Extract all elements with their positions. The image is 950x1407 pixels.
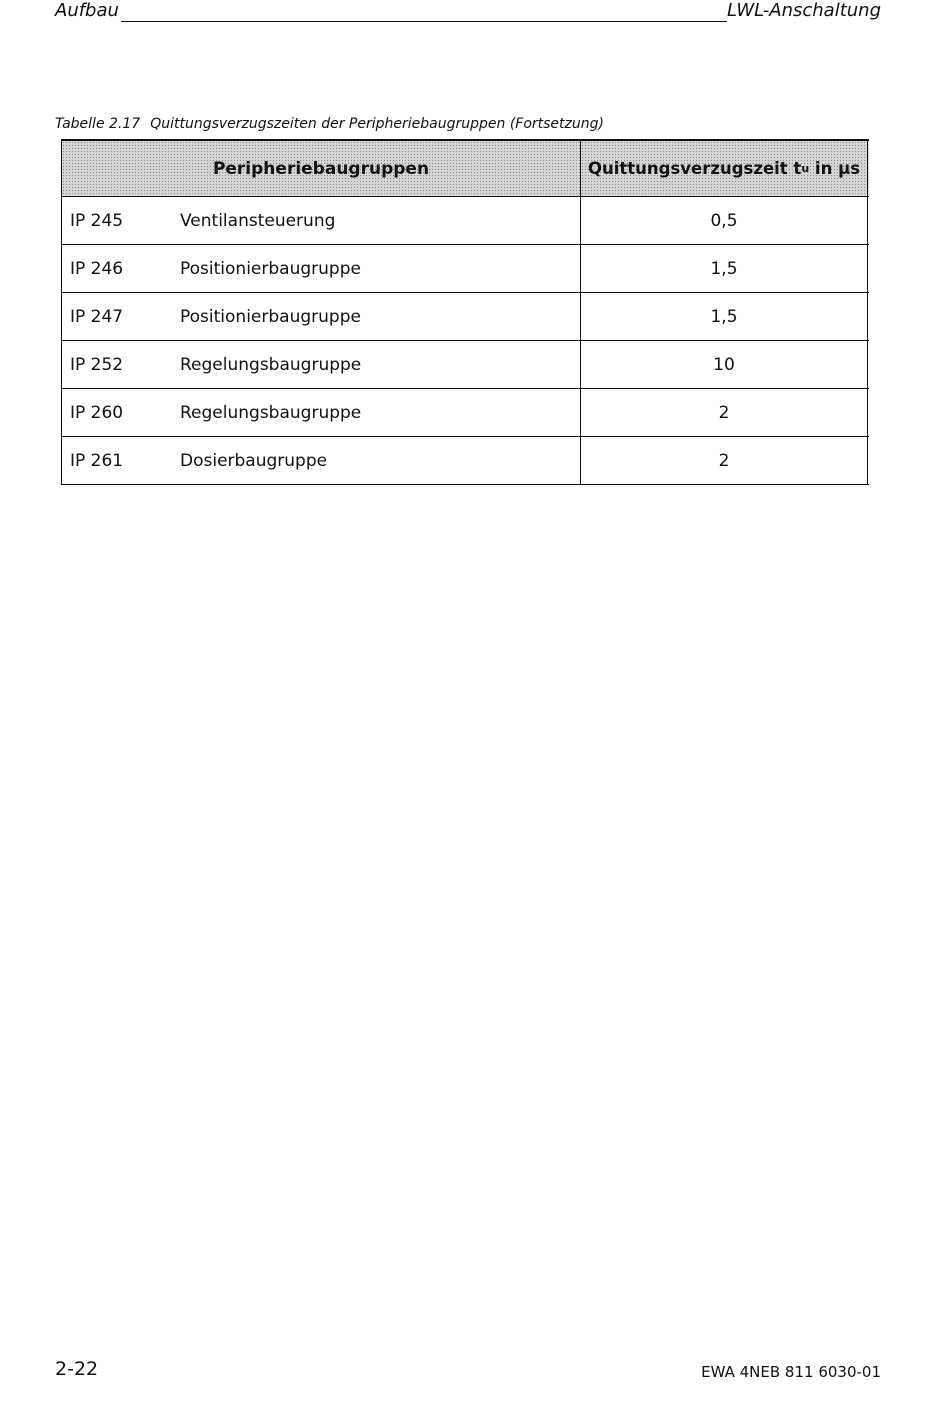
header-chapter-title: LWL-Anschaltung [723, 0, 881, 21]
delay-value: 0,5 [581, 197, 868, 244]
table-row [62, 197, 869, 245]
column-header-delay-subscript: u [801, 162, 810, 175]
module-cell [62, 245, 581, 292]
module-cell [62, 437, 581, 484]
column-header-delay-prefix: Quittungsverzugszeit t [587, 159, 802, 178]
table-caption-number: Tabelle 2.17 [55, 116, 141, 132]
table-header-row [62, 141, 869, 197]
running-header [55, 0, 881, 24]
module-name: Positionierbaugruppe [180, 306, 361, 327]
module-name: Dosierbaugruppe [180, 450, 328, 471]
module-id: IP 245 [70, 210, 124, 231]
page-number: 2-22 [55, 1358, 99, 1380]
module-id: IP 247 [70, 306, 124, 327]
acknowledgement-delay-table [61, 139, 869, 485]
module-name: Regelungsbaugruppe [180, 354, 362, 375]
table-row [62, 341, 869, 389]
table-caption-text: Quittungsverzugszeiten der Peripheriebaugruppen (Fortsetzung) [150, 116, 604, 132]
module-cell [62, 389, 581, 436]
document-code: EWA 4NEB 811 6030-01 [701, 1363, 881, 1381]
module-cell [62, 293, 581, 340]
module-cell [62, 197, 581, 244]
module-name: Positionierbaugruppe [180, 258, 361, 279]
module-name: Ventilansteuerung [180, 210, 336, 231]
module-id: IP 252 [70, 354, 124, 375]
header-rule [121, 21, 727, 22]
table-caption [55, 116, 604, 132]
delay-value: 2 [581, 389, 868, 436]
delay-value: 1,5 [581, 245, 868, 292]
column-header-modules: Peripheriebaugruppen [62, 141, 581, 196]
module-name: Regelungsbaugruppe [180, 402, 362, 423]
module-cell [62, 341, 581, 388]
delay-value: 10 [581, 341, 868, 388]
table-row [62, 293, 869, 341]
table-row [62, 437, 869, 485]
column-header-delay [581, 141, 868, 196]
module-id: IP 260 [70, 402, 124, 423]
table-row [62, 245, 869, 293]
delay-value: 1,5 [581, 293, 868, 340]
column-header-delay-suffix: in µs [809, 159, 861, 178]
header-section-title: Aufbau [55, 0, 123, 21]
module-id: IP 246 [70, 258, 124, 279]
delay-value: 2 [581, 437, 868, 484]
module-id: IP 261 [70, 450, 124, 471]
table-row [62, 389, 869, 437]
